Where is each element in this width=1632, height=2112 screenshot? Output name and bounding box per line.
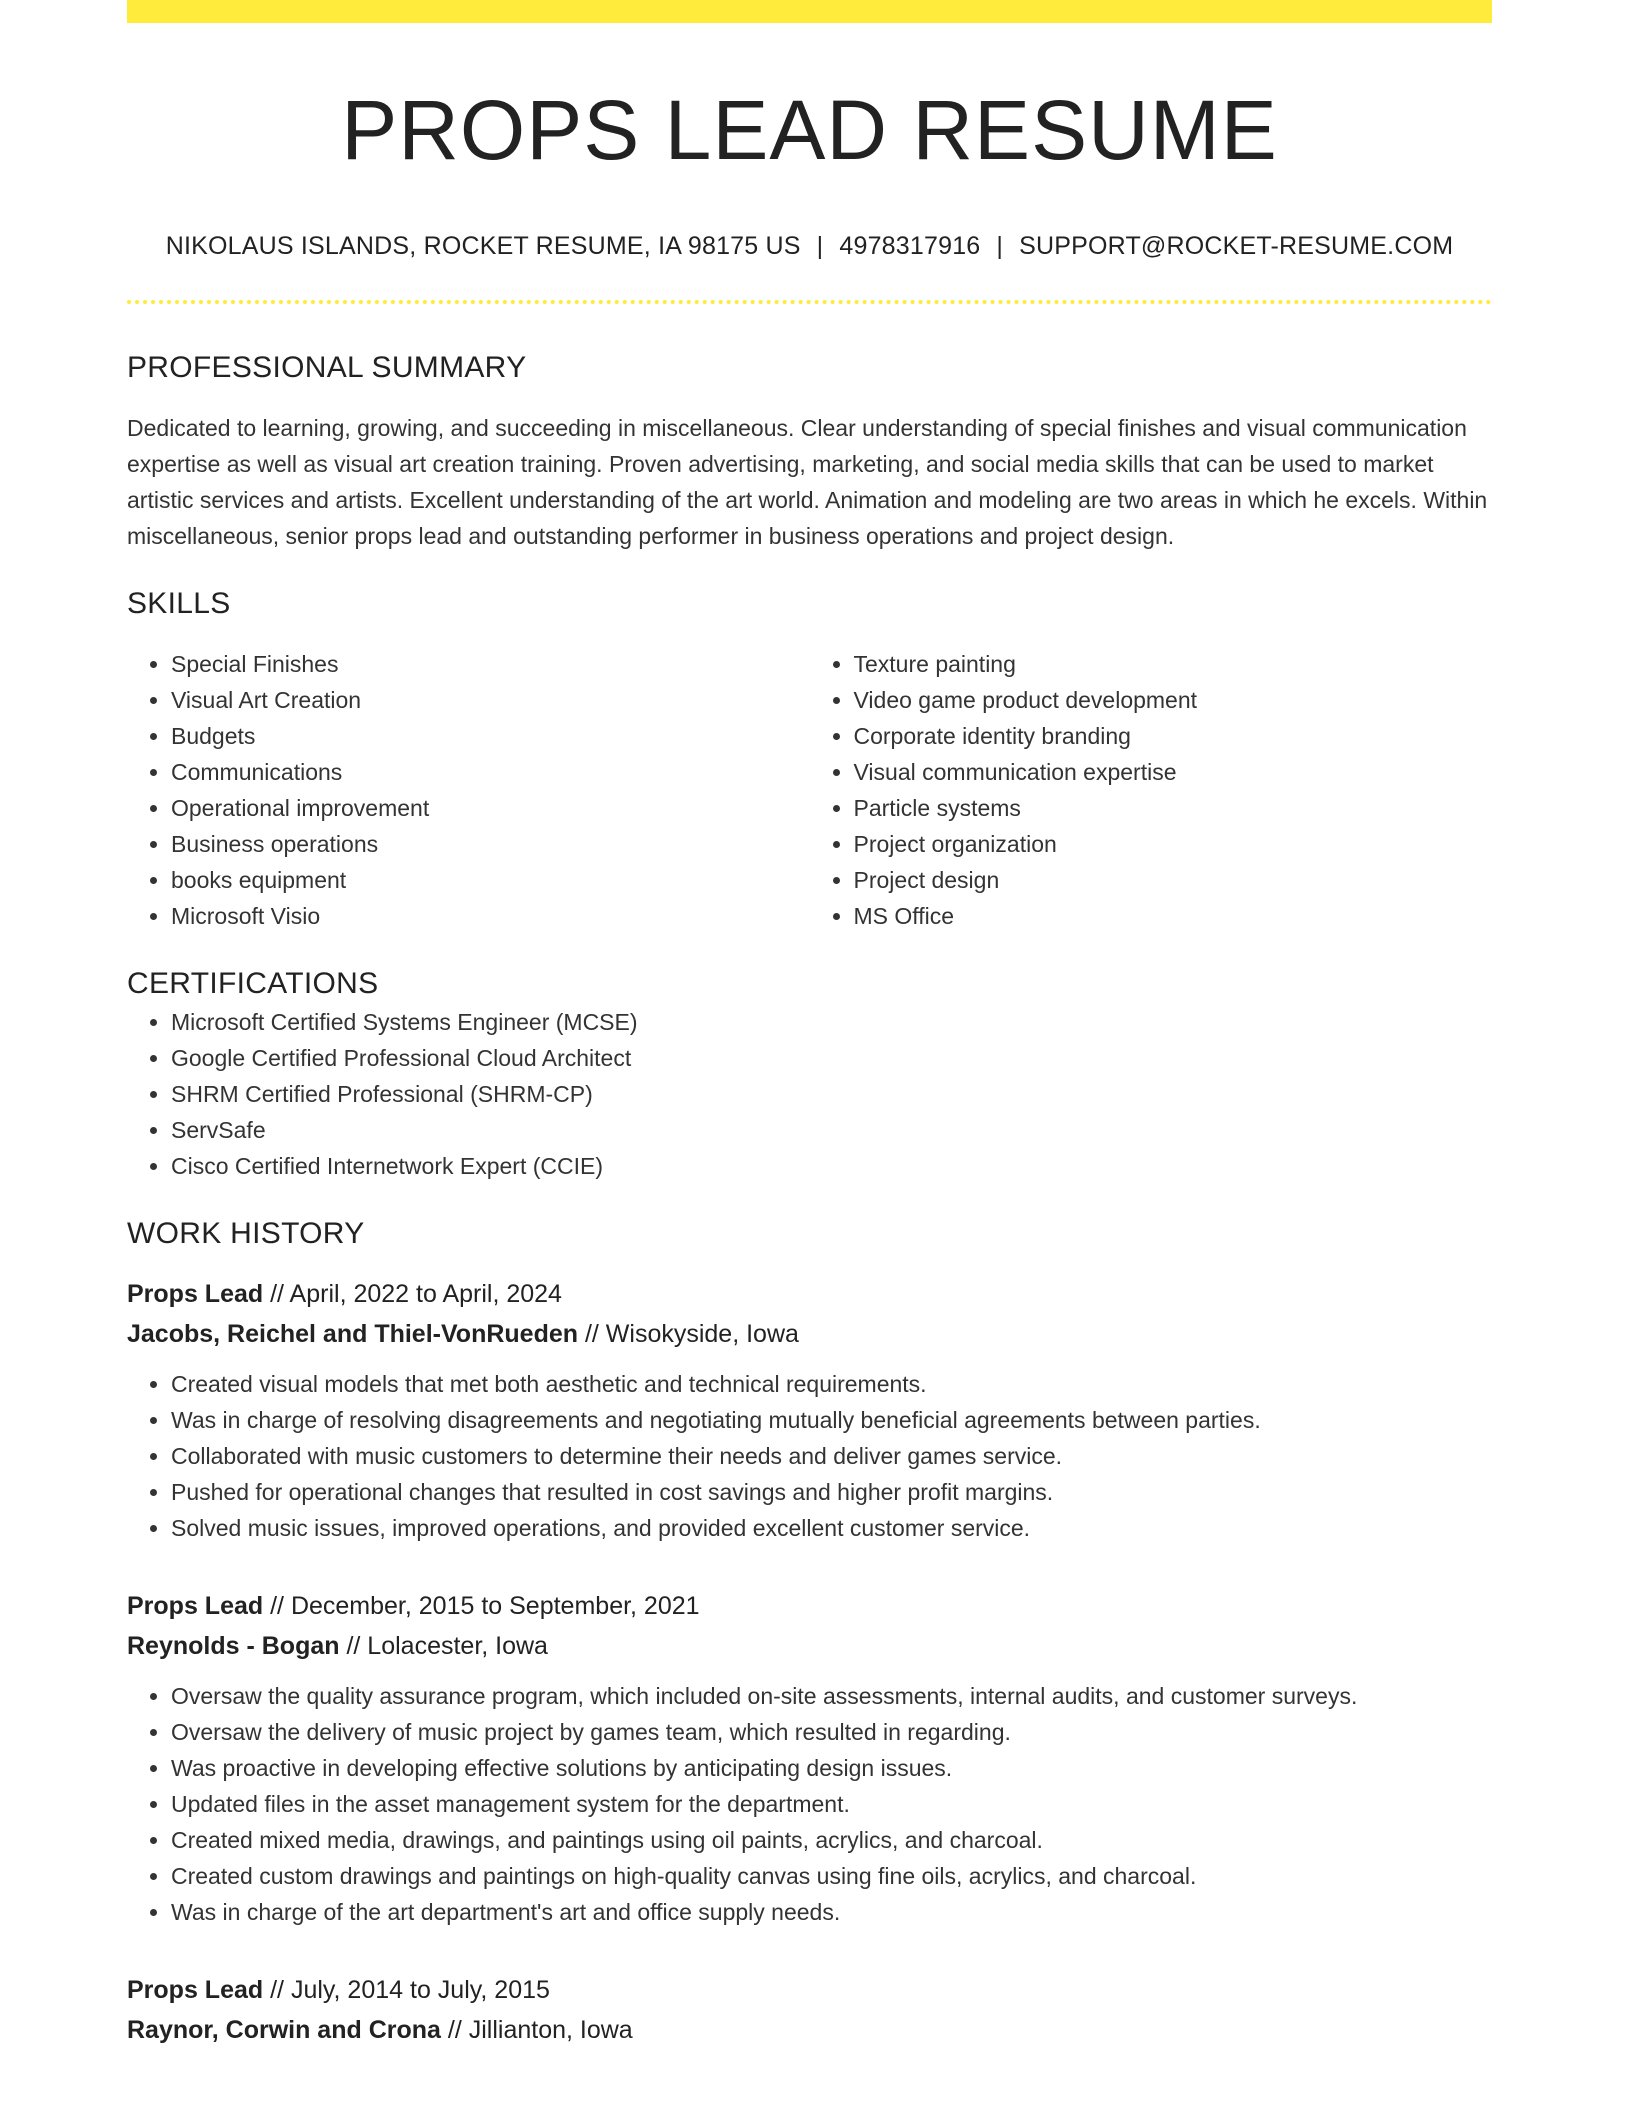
job-duty-item: • Was in charge of resolving disagreements and negotiating mutually beneficial agreements between parties. (171, 1402, 1492, 1438)
job-duty-item: • Collaborated with music customers to determine their needs and deliver games service. (171, 1438, 1492, 1474)
job-title-line (127, 1274, 1492, 1314)
skill-item: • Visual Art Creation (171, 682, 810, 718)
certifications-heading: CERTIFICATIONS (127, 967, 379, 1000)
resume-content (127, 0, 1492, 2050)
job-entry (127, 1970, 1492, 2050)
skill-item: • Microsoft Visio (171, 898, 810, 934)
job-location: // Lolacester, Iowa (339, 1632, 548, 1660)
certification-item: • SHRM Certified Professional (SHRM-CP) (171, 1076, 1492, 1112)
job-duty-item: • Solved music issues, improved operations, and provided excellent customer service. (171, 1510, 1492, 1546)
job-duty-item: • Pushed for operational changes that resulted in cost savings and higher profit margins. (171, 1474, 1492, 1510)
job-duty-item: • Created visual models that met both aesthetic and technical requirements. (171, 1366, 1492, 1402)
skill-item: • Visual communication expertise (854, 754, 1493, 790)
job-location: // Jillianton, Iowa (440, 2016, 633, 2044)
job-duties-list (127, 1366, 1492, 1546)
work-history-list (127, 1274, 1492, 2050)
job-title-line (127, 1586, 1492, 1626)
job-duty-item: • Oversaw the delivery of music project by games team, which resulted in regarding. (171, 1714, 1492, 1750)
contact-email: SUPPORT@ROCKET-RESUME.COM (1019, 232, 1454, 260)
summary-heading: PROFESSIONAL SUMMARY (127, 351, 527, 384)
job-duty-item: • Was proactive in developing effective solutions by anticipating design issues. (171, 1750, 1492, 1786)
job-company: Jacobs, Reichel and Thiel-VonRueden (127, 1320, 579, 1348)
skills-left-list (127, 646, 810, 934)
job-entry (127, 1586, 1492, 1930)
job-dates: // July, 2014 to July, 2015 (263, 1976, 550, 2004)
skill-item: • Project organization (854, 826, 1493, 862)
job-title: Props Lead (127, 1976, 264, 2004)
contact-separator: | (816, 232, 824, 260)
summary-text: Dedicated to learning, growing, and succeeding in miscellaneous. Clear understanding of special finishes and visual communication expertise as well as visual art creation training. Proven advertising, marketing, and social media skills that can be used to market artistic services and artists. Excellent understanding of the art world. Animation and modeling are two areas in which he excels. Within miscellaneous, senior props lead and outstanding performer in business operations and project design. (127, 415, 1488, 549)
job-duty-item: • Created custom drawings and paintings on high-quality canvas using fine oils, acrylics, and charcoal. (171, 1858, 1492, 1894)
job-company-line (127, 1314, 1492, 1354)
certification-item: • Microsoft Certified Systems Engineer (MCSE) (171, 1004, 1492, 1040)
skill-item: • Operational improvement (171, 790, 810, 826)
skill-item: • Video game product development (854, 682, 1493, 718)
job-title: Props Lead (127, 1280, 264, 1308)
contact-line (127, 230, 1492, 262)
job-company-line (127, 2010, 1492, 2050)
job-entry (127, 1274, 1492, 1546)
skills-right-list (810, 646, 1493, 934)
job-duty-item: • Updated files in the asset management system for the department. (171, 1786, 1492, 1822)
skill-item: • Particle systems (854, 790, 1493, 826)
job-company: Reynolds - Bogan (127, 1632, 340, 1660)
job-company-line (127, 1626, 1492, 1666)
job-duty-item: • Was in charge of the art department's art and office supply needs. (171, 1894, 1492, 1930)
job-title-line (127, 1970, 1492, 2010)
certifications-list (127, 1004, 1492, 1184)
skills-heading: SKILLS (127, 587, 231, 620)
certification-item: • Cisco Certified Internetwork Expert (CCIE) (171, 1148, 1492, 1184)
skill-item: • Communications (171, 754, 810, 790)
job-duty-item: • Created mixed media, drawings, and paintings using oil paints, acrylics, and charcoal. (171, 1822, 1492, 1858)
skills-columns (127, 646, 1492, 934)
skill-item: • MS Office (854, 898, 1493, 934)
dotted-divider (127, 300, 1492, 304)
job-duties-list (127, 1678, 1492, 1930)
job-company: Raynor, Corwin and Crona (127, 2016, 441, 2044)
job-duty-item: • Oversaw the quality assurance program, which included on-site assessments, internal audits, and customer surveys. (171, 1678, 1492, 1714)
skill-item: • books equipment (171, 862, 810, 898)
contact-address: NIKOLAUS ISLANDS, ROCKET RESUME, IA 98175 US (165, 232, 801, 260)
contact-phone: 4978317916 (839, 232, 981, 260)
work-history-heading: WORK HISTORY (127, 1217, 365, 1250)
skill-item: • Texture painting (854, 646, 1493, 682)
skill-item: • Project design (854, 862, 1493, 898)
skill-item: • Budgets (171, 718, 810, 754)
job-title: Props Lead (127, 1592, 264, 1620)
skill-item: • Business operations (171, 826, 810, 862)
resume-title: PROPS LEAD RESUME (341, 83, 1278, 177)
job-dates: // April, 2022 to April, 2024 (263, 1280, 562, 1308)
skill-item: • Corporate identity branding (854, 718, 1493, 754)
skill-item: • Special Finishes (171, 646, 810, 682)
certification-item: • Google Certified Professional Cloud Architect (171, 1040, 1492, 1076)
certification-item: • ServSafe (171, 1112, 1492, 1148)
job-dates: // December, 2015 to September, 2021 (263, 1592, 700, 1620)
contact-separator: | (996, 232, 1004, 260)
job-location: // Wisokyside, Iowa (578, 1320, 799, 1348)
